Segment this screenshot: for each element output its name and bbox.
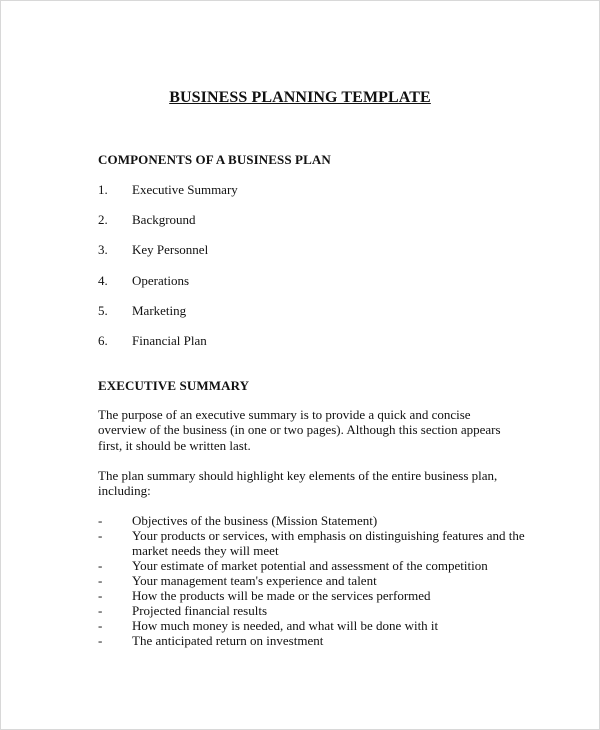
list-item-number: 5. bbox=[98, 302, 108, 318]
executive-summary-paragraph: The purpose of an executive summary is to provide a quick and concise overview of the business (in one or two pages). Although this section appears first, it should be written last. bbox=[98, 407, 501, 453]
bullet-item bbox=[98, 633, 538, 648]
document-title: BUSINESS PLANNING TEMPLATE bbox=[169, 89, 431, 106]
bullet-text: Your estimate of market potential and assessment of the competition bbox=[132, 558, 488, 573]
list-item-number: 1. bbox=[98, 182, 108, 197]
bullet-text: Your management team's experience and talent bbox=[132, 573, 377, 588]
summary-elements-list bbox=[98, 513, 538, 648]
bullet-dash: - bbox=[98, 573, 103, 588]
list-item-label: Operations bbox=[132, 272, 190, 288]
bullet-dash: - bbox=[98, 603, 103, 618]
bullet-dash: - bbox=[98, 528, 103, 543]
bullet-dash: - bbox=[98, 618, 103, 633]
list-item-label: Marketing bbox=[132, 302, 187, 318]
bullet-item bbox=[98, 573, 538, 588]
bullet-text: How the products will be made or the services performed bbox=[132, 588, 431, 603]
bullet-text: Projected financial results bbox=[132, 603, 268, 618]
list-item-number: 2. bbox=[98, 212, 108, 228]
bullet-dash: - bbox=[98, 558, 103, 573]
bullet-item bbox=[98, 618, 538, 633]
bullet-item bbox=[98, 558, 538, 573]
plan-summary-paragraph: The plan summary should highlight key elements of the entire business plan, including: bbox=[98, 468, 498, 499]
list-item-label: Executive Summary bbox=[132, 182, 238, 197]
bullet-item bbox=[98, 603, 538, 618]
bullet-dash: - bbox=[98, 633, 103, 648]
components-heading: COMPONENTS OF A BUSINESS PLAN bbox=[98, 152, 331, 167]
bullet-text: Objectives of the business (Mission Statement) bbox=[132, 513, 378, 528]
bullet-item bbox=[98, 528, 538, 558]
list-item-number: 6. bbox=[98, 332, 108, 348]
bullet-dash: - bbox=[98, 588, 103, 603]
bullet-text: The anticipated return on investment bbox=[132, 633, 324, 648]
bullet-dash: - bbox=[98, 513, 103, 528]
bullet-item bbox=[98, 588, 538, 603]
executive-summary-heading: EXECUTIVE SUMMARY bbox=[98, 378, 250, 393]
list-item-number: 4. bbox=[98, 272, 108, 288]
list-item-label: Financial Plan bbox=[132, 332, 207, 348]
list-item-number: 3. bbox=[98, 242, 108, 258]
bullet-text: Your products or services, with emphasis on distinguishing features and the market needs they will meet bbox=[132, 528, 525, 558]
list-item-label: Background bbox=[132, 212, 196, 228]
bullet-text: How much money is needed, and what will be done with it bbox=[132, 618, 439, 633]
list-item-label: Key Personnel bbox=[132, 242, 209, 258]
bullet-item bbox=[98, 513, 538, 528]
